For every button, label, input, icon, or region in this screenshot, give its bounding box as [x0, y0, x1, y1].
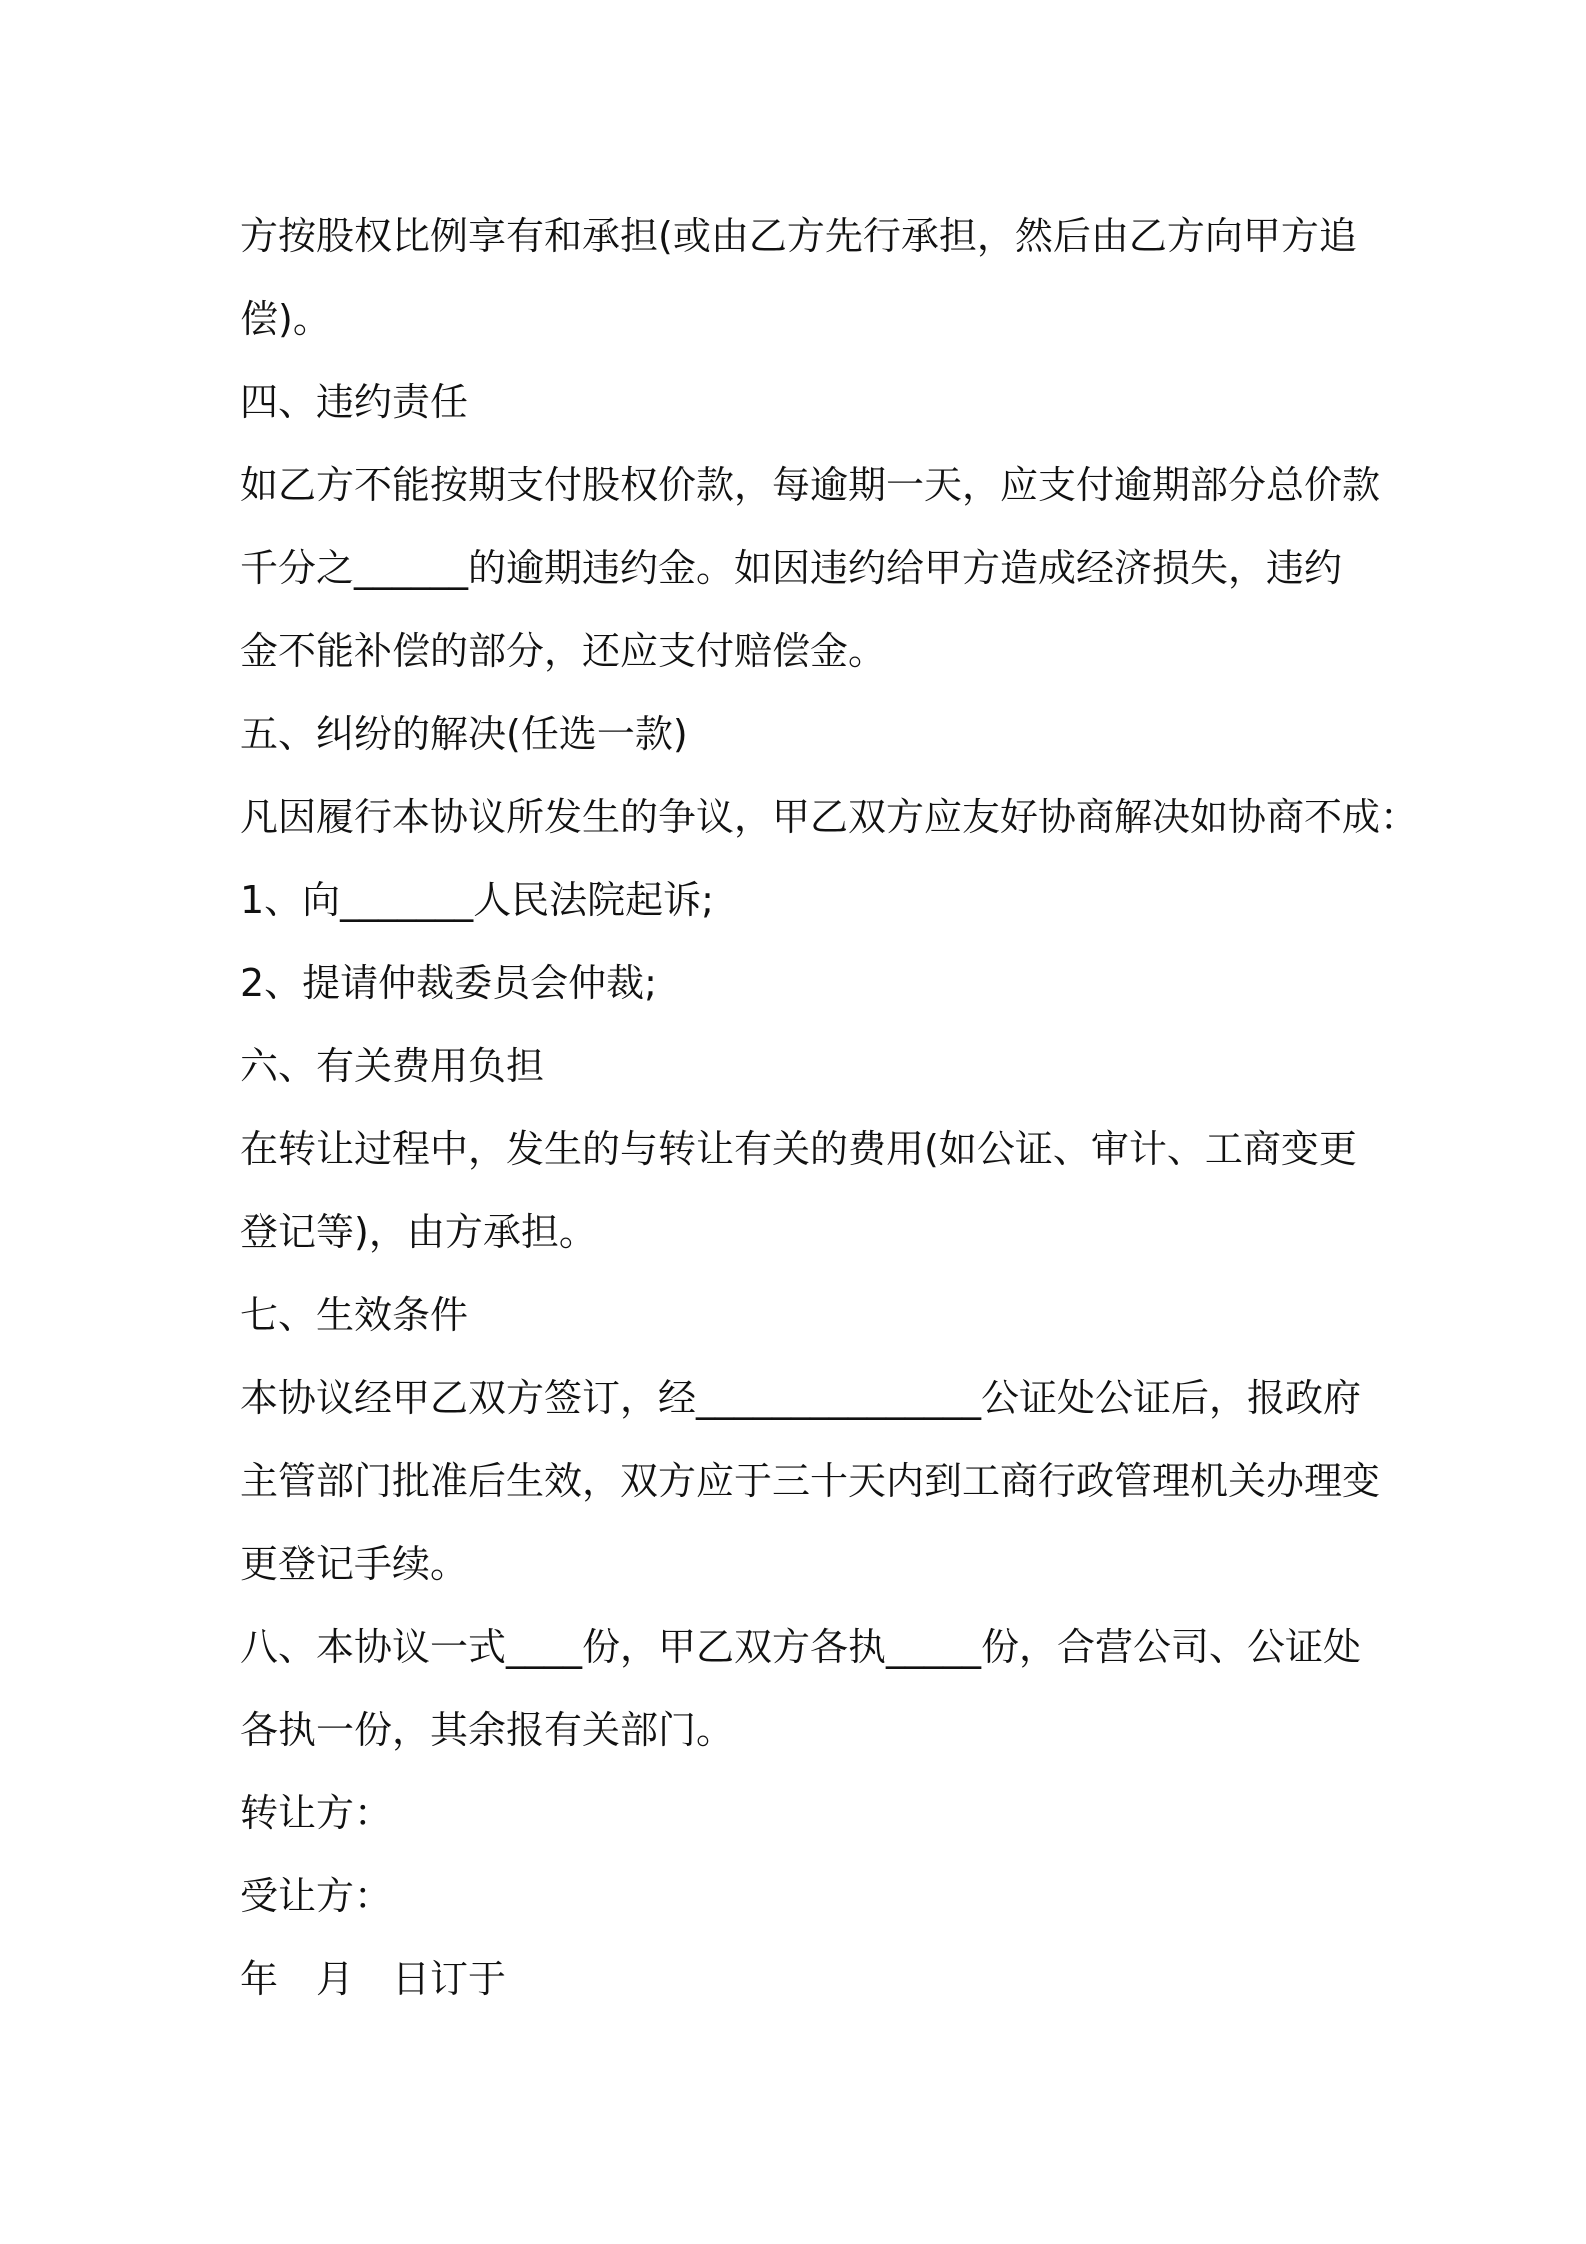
paragraph-line: 凡因履行本协议所发生的争议，甲乙双方应友好协商解决如协商不成： [240, 795, 1419, 839]
list-item: 2、提请仲裁委员会仲裁; [240, 961, 657, 1005]
paragraph-line: 金不能补偿的部分，还应支付赔偿金。 [240, 629, 887, 673]
paragraph-line: 在转让过程中，发生的与转让有关的费用(如公证、审计、工商变更 [240, 1127, 1357, 1171]
document-body [240, 195, 1419, 2021]
section-heading: 六、有关费用负担 [240, 1044, 545, 1088]
paragraph-line: 八、本协议一式____份，甲乙双方各执_____份，合营公司、公证处 [240, 1625, 1362, 1669]
section-heading: 七、生效条件 [240, 1293, 469, 1337]
section-heading: 四、违约责任 [240, 380, 469, 424]
paragraph-line: 更登记手续。 [240, 1542, 469, 1586]
paragraph-line: 如乙方不能按期支付股权价款，每逾期一天，应支付逾期部分总价款 [240, 463, 1381, 507]
section-heading: 五、纠纷的解决(任选一款) [240, 712, 688, 756]
paragraph-line: 千分之______的逾期违约金。如因违约给甲方造成经济损失，违约 [240, 546, 1343, 590]
paragraph-line: 登记等)，由方承担。 [240, 1210, 597, 1254]
transferee-label: 受让方： [240, 1874, 393, 1918]
paragraph-line: 偿)。 [240, 297, 331, 341]
paragraph-line: 本协议经甲乙双方签订，经_______________公证处公证后，报政府 [240, 1376, 1362, 1420]
paragraph-line: 方按股权比例享有和承担(或由乙方先行承担，然后由乙方向甲方追 [240, 214, 1357, 258]
transferor-label: 转让方： [240, 1791, 393, 1835]
paragraph-line: 主管部门批准后生效，双方应于三十天内到工商行政管理机关办理变 [240, 1459, 1381, 1503]
date-line: 年 月 日订于 [240, 1957, 507, 2001]
list-item: 1、向_______人民法院起诉; [240, 878, 714, 922]
paragraph-line: 各执一份，其余报有关部门。 [240, 1708, 735, 1752]
